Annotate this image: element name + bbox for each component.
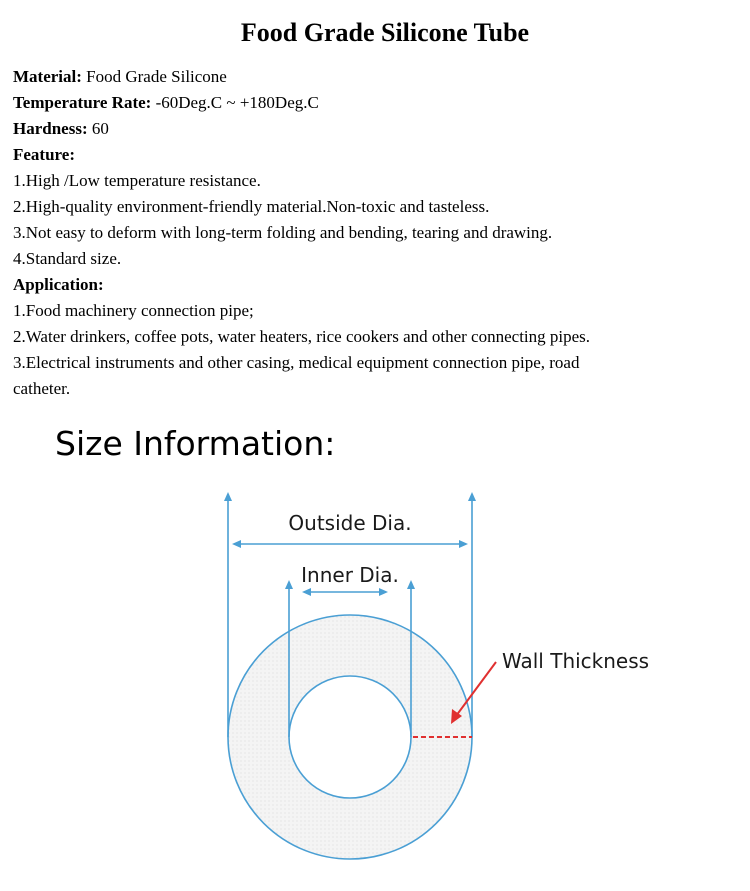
list-item: 1.High /Low temperature resistance. bbox=[13, 171, 261, 190]
arrow-head-icon bbox=[459, 540, 468, 548]
spec-label: Hardness: bbox=[13, 119, 88, 138]
arrow-head-icon bbox=[302, 588, 311, 596]
list-item: 3.Not easy to deform with long-term folding and bending, tearing and drawing. bbox=[13, 223, 553, 242]
arrow-head-icon bbox=[379, 588, 388, 596]
arrow-head-icon bbox=[232, 540, 241, 548]
inner-circle bbox=[289, 676, 411, 798]
list-item: catheter. bbox=[13, 379, 71, 398]
tube-wall bbox=[228, 615, 472, 859]
page-title: Food Grade Silicone Tube bbox=[240, 18, 530, 47]
list-item: 3.Electrical instruments and other casing, medical equipment connection pipe, road bbox=[13, 353, 580, 372]
application-heading: Application: bbox=[13, 275, 104, 294]
inner-dia-label: Inner Dia. bbox=[301, 563, 399, 587]
list-item: 1.Food machinery connection pipe; bbox=[13, 301, 254, 320]
list-item: 2.Water drinkers, coffee pots, water heaters, rice cookers and other connecting pipes. bbox=[13, 327, 591, 346]
arrow-head-icon bbox=[468, 492, 476, 501]
spec-value: 60 bbox=[87, 119, 109, 138]
feature-heading: Feature: bbox=[13, 145, 75, 164]
spec-label: Material: bbox=[13, 67, 82, 86]
arrow-head-icon bbox=[224, 492, 232, 501]
list-item: 4.Standard size. bbox=[13, 249, 122, 268]
spec-label: Temperature Rate: bbox=[13, 93, 152, 112]
spec-value: Food Grade Silicone bbox=[81, 67, 227, 86]
spec-value: -60Deg.C ~ +180Deg.C bbox=[151, 93, 319, 112]
arrow-head-icon bbox=[407, 580, 415, 589]
list-item: 2.High-quality environment-friendly material.Non-toxic and tasteless. bbox=[13, 197, 490, 216]
wall-thickness-label: Wall Thickness bbox=[502, 649, 650, 673]
size-info-heading: Size Information: bbox=[55, 424, 336, 463]
outside-dia-label: Outside Dia. bbox=[288, 511, 412, 535]
arrow-head-icon bbox=[285, 580, 293, 589]
